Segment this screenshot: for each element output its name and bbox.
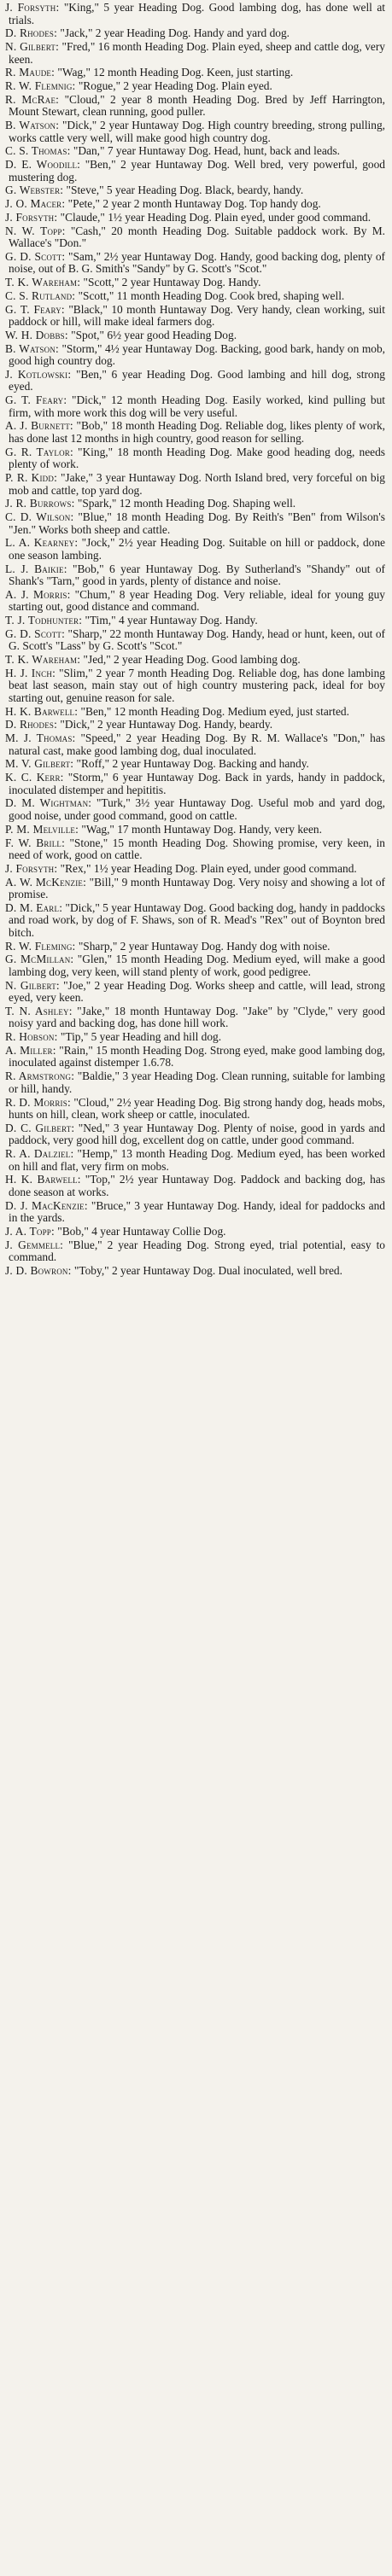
dog-description: "Baldie," 3 year Heading Dog. Clean running, suitable for lambing or hill, handy. — [9, 1069, 385, 1095]
seller-name: R. D. Morris: — [5, 1095, 71, 1109]
dog-description: "Dick," 2 year Huntaway Dog. Handy, beardy. — [60, 718, 273, 731]
listing-entry — [5, 772, 385, 796]
listing-entry — [5, 732, 385, 757]
dog-description: "Wag," 17 month Huntaway Dog. Handy, very keen. — [81, 822, 322, 836]
listing-entry — [5, 980, 385, 1005]
dog-description: "Black," 10 month Huntaway Dog. Very handy, clean working, suit paddock or hill, will make ideal farmers dog. — [9, 302, 386, 329]
dog-description: "Ben," 12 month Heading Dog. Medium eyed, just started. — [80, 704, 349, 718]
dog-description: "Fred," 16 month Heading Dog. Plain eyed, sheep and cattle dog, very keen. — [9, 40, 385, 66]
listing-entry — [5, 1122, 385, 1147]
dog-description: "Ned," 3 year Huntaway Dog. Plenty of noise, good in yards and paddock, very good hill dog, excellent dog on cattle, under good command. — [9, 1121, 385, 1147]
listing-entry — [5, 1200, 385, 1225]
seller-name: G. T. Feary: — [5, 302, 65, 316]
dog-description: "Sam," 2½ year Huntaway Dog. Handy, good backing dog, plenty of noise, out of B. G. Smith's "Sandy" by G. Scott's "Scot." — [9, 249, 385, 276]
seller-name: N. Gilbert: — [5, 978, 60, 992]
dog-description: "Tip," 5 year Heading and hill dog. — [60, 1030, 222, 1044]
dog-description: "King," 18 month Heading Dog. Make good heading dog, needs plenty of work. — [9, 445, 385, 471]
seller-name: D. Rhodes: — [5, 26, 58, 40]
listing-entry — [5, 343, 385, 368]
dog-description: "Top," 2½ year Huntaway Dog. Paddock and backing dog, has done season at works. — [9, 1173, 385, 1198]
listing-entry — [5, 225, 385, 250]
listing-entry — [5, 472, 385, 497]
seller-name: B. Watson: — [5, 119, 60, 132]
dog-description: "Pete," 2 year 2 month Huntaway Dog. Top handy dog. — [67, 197, 321, 211]
listing-entry — [5, 1097, 385, 1122]
dog-description: "Rogue," 2 year Heading Dog. Plain eyed. — [78, 79, 272, 93]
seller-name: T. N. Ashley: — [5, 1004, 73, 1017]
listing-entry — [5, 877, 385, 901]
dog-description: "Sharp," 22 month Huntaway Dog. Handy, head or hunt, keen, out of G. Scott's "Lass" by G. Scott's "Scot." — [9, 627, 385, 653]
seller-name: D. M. Earl: — [5, 900, 63, 914]
seller-name: D. C. Gilbert: — [5, 1121, 75, 1134]
dog-description: "Spot," 6½ year good Heading Dog. — [71, 328, 237, 341]
listing-entry — [5, 420, 385, 445]
seller-name: D. Rhodes: — [5, 718, 58, 731]
seller-name: J. Forsyth: — [5, 861, 58, 875]
seller-name: W. H. Dobbs: — [5, 328, 68, 341]
dog-description: "Wag," 12 month Heading Dog. Keen, just starting. — [57, 66, 294, 79]
dog-description: "Dick," 2 year Huntaway Dog. High country breeding, strong pulling, works cattle very well, will make good high country dog. — [9, 119, 386, 144]
seller-name: J. R. Burrows: — [5, 497, 75, 510]
dog-description: "Joe," 2 year Heading Dog. Works sheep and cattle, will lead, strong eyed, very keen. — [9, 978, 386, 1005]
dog-description: "Cash," 20 month Heading Dog. Suitable paddock work. By M. Wallace's "Don." — [9, 224, 385, 250]
seller-name: L. J. Baikie: — [5, 562, 67, 575]
listing-entry — [5, 27, 385, 40]
dog-description: "Scott," 2 year Huntaway Dog. Handy. — [83, 276, 261, 289]
listing-entry — [5, 1045, 385, 1069]
dog-description: "Speed," 2 year Heading Dog. By R. M. Wallace's "Don," has natural cast, make good lambing dog, dual inoculated. — [9, 731, 385, 757]
seller-name: B. Watson: — [5, 341, 59, 355]
dog-description: "Jake," 3 year Huntaway Dog. North Island bred, very forceful on big mob and cattle, top yard dog. — [9, 471, 386, 497]
listing-entry — [5, 369, 385, 393]
listing-entry — [5, 941, 385, 953]
listing-entry — [5, 119, 385, 144]
listing-entry — [5, 758, 385, 771]
seller-name: R. Maude: — [5, 66, 56, 79]
seller-name: H. K. Barwell: — [5, 1173, 81, 1186]
listing-entry — [5, 145, 385, 158]
listing-entry — [5, 837, 385, 862]
seller-name: C. S. Thomas: — [5, 144, 71, 158]
dog-description: "Jake," 18 month Huntaway Dog. "Jake" by "Clyde," very good noisy yard and backing dog, has done hill work. — [9, 1004, 385, 1030]
dog-description: "Stone," 15 month Heading Dog. Showing promise, very keen, in need of work, good on cattle. — [9, 836, 385, 862]
dog-description: "Spark," 12 month Heading Dog. Shaping well. — [77, 497, 296, 510]
dog-description: "Tim," 4 year Huntaway Dog. Handy. — [85, 614, 258, 627]
seller-name: K. C. Kerr: — [5, 771, 64, 784]
dog-description: "Toby," 2 year Huntaway Dog. Dual inoculated, well bred. — [73, 1263, 342, 1277]
listing-entry — [5, 654, 385, 667]
listing-entry — [5, 212, 385, 224]
listing-entry — [5, 251, 385, 276]
listing-entry — [5, 719, 385, 731]
dog-description: "Bob," 6 year Huntaway Dog. By Sutherland's "Shandy" out of Shank's "Tarn," good in yards, plenty of distance and noise. — [9, 562, 385, 588]
seller-name: G. D. Scott: — [5, 249, 66, 263]
dog-description: "Cloud," 2½ year Heading Dog. Big strong handy dog, heads mobs, hunts on hill, clean, work sheep or cattle, inoculated. — [9, 1095, 385, 1122]
dog-description: "Sharp," 2 year Huntaway Dog. Handy dog with noise. — [78, 939, 331, 953]
seller-name: D. E. Woodill: — [5, 158, 81, 172]
listing-entry — [5, 902, 385, 940]
dog-description: "Dick," 5 year Huntaway Dog. Good backing dog, handy in paddocks and road work, by dog of F. Shaws, son of R. Mead's "Rex" out of Boynton bred bitch. — [9, 900, 385, 939]
dog-description: "Bob," 4 year Huntaway Collie Dog. — [57, 1224, 226, 1238]
seller-name: J. Forsyth: — [5, 1, 60, 14]
listing-entry — [5, 67, 385, 79]
dog-description: "Glen," 15 month Heading Dog. Medium eyed, will make a good lambing dog, very keen, will stand plenty of work, good pedigree. — [9, 953, 385, 978]
dog-description: "Claude," 1½ year Heading Dog. Plain eyed, under good command. — [60, 210, 372, 224]
seller-name: T. K. Wareham: — [5, 653, 81, 667]
listing-entry — [5, 1226, 385, 1238]
listing-entry — [5, 824, 385, 836]
seller-name: G. T. Feary: — [5, 393, 67, 407]
listing-entry — [5, 953, 385, 978]
dog-description: "Dick," 12 month Heading Dog. Easily worked, kind pulling but firm, with more work this dog will be very useful. — [9, 393, 385, 419]
listing-entry — [5, 511, 385, 536]
dog-description: "Dan," 7 year Huntaway Dog. Head, hunt, back and leads. — [73, 144, 341, 158]
listing-entry — [5, 94, 385, 119]
listing-entry — [5, 589, 385, 614]
listing-entry — [5, 394, 385, 419]
seller-name: A. J. Morris: — [5, 587, 71, 601]
listing-entry — [5, 329, 385, 342]
seller-name: J. O. Macer: — [5, 197, 66, 211]
dog-description: "Ben," 2 year Huntaway Dog. Well bred, very powerful, good mustering dog. — [9, 158, 385, 184]
seller-name: M. J. Thomas: — [5, 731, 76, 745]
dog-description: "Jed," 2 year Heading Dog. Good lambing dog. — [83, 653, 301, 667]
seller-name: P. M. Melville: — [5, 822, 79, 836]
seller-name: C. D. Wilson: — [5, 510, 74, 524]
listing-entry — [5, 184, 385, 197]
dog-description: "Slim," 2 year 7 month Heading Dog. Reliable dog, has done lambing beat last season, main stay out of high country mustering pack, ideal for boy starting out, genuine reason for sale. — [9, 666, 385, 704]
seller-name: C. S. Rutland: — [5, 288, 76, 302]
seller-name: T. J. Todhunter: — [5, 614, 83, 627]
seller-name: A. J. Burnett: — [5, 419, 73, 433]
dog-description: "Ben," 6 year Heading Dog. Good lambing and hill dog, strong eyed. — [9, 367, 386, 393]
listing-entry — [5, 1239, 385, 1264]
seller-name: T. K. Wareham: — [5, 276, 81, 289]
seller-name: N. W. Topp: — [5, 224, 66, 237]
dog-description: "Roff," 2 year Huntaway Dog. Backing and handy. — [76, 757, 309, 771]
dog-description: "Steve," 5 year Heading Dog. Black, beardy, handy. — [66, 184, 304, 197]
dog-description: "Jock," 2½ year Heading Dog. Suitable on hill or paddock, done one season lambing. — [9, 536, 385, 562]
dog-description: "Storm," 6 year Huntaway Dog. Back in yards, handy in paddock, inoculated distemper and hepititis. — [9, 771, 385, 796]
dog-description: "Chum," 8 year Heading Dog. Very reliable, ideal for young guy starting out, good distance and command. — [9, 587, 385, 614]
listing-entry — [5, 797, 385, 822]
seller-name: J. Kotlowski: — [5, 367, 72, 381]
seller-name: H. J. Inch: — [5, 666, 56, 679]
listing-entry — [5, 41, 385, 66]
listing-entry — [5, 498, 385, 510]
seller-name: R. Armstrong: — [5, 1069, 75, 1083]
listing-entry — [5, 667, 385, 705]
dog-description: "Bruce," 3 year Huntaway Dog. Handy, ideal for paddocks and in the yards. — [9, 1198, 385, 1225]
seller-name: G. R. Taylor: — [5, 445, 73, 458]
dog-description: "King," 5 year Heading Dog. Good lambing dog, has done well at trials. — [9, 1, 385, 26]
dog-description: "Cloud," 2 year 8 month Heading Dog. Bred by Jeff Harrington, Mount Stewart, clean running, good puller. — [9, 92, 385, 119]
listing-entry — [5, 1148, 385, 1173]
dog-description: "Bob," 18 month Heading Dog. Reliable dog, likes plenty of work, has done last 12 months in high country, good reason for selling. — [9, 419, 385, 445]
listing-entry — [5, 615, 385, 627]
listing-entry — [5, 1005, 385, 1030]
seller-name: P. R. Kidd: — [5, 471, 58, 484]
seller-name: G. McMillan: — [5, 953, 74, 966]
dog-description: "Blue," 18 month Heading Dog. By Reith's "Ben" from Wilson's "Jen." Works both sheep and cattle. — [9, 510, 385, 536]
listing-entry — [5, 537, 385, 562]
listing-entry — [5, 628, 385, 653]
seller-name: J. D. Bowron: — [5, 1263, 72, 1277]
dog-description: "Bill," 9 month Huntaway Dog. Very noisy and showing a lot of promise. — [9, 875, 385, 901]
listing-entry — [5, 159, 385, 184]
listing-entry — [5, 446, 385, 471]
listing-entry — [5, 1174, 385, 1198]
dog-description: "Rain," 15 month Heading Dog. Strong eyed, make good lambing dog, inoculated against distemper 1.6.78. — [9, 1043, 385, 1069]
dog-description: "Rex," 1½ year Heading Dog. Plain eyed, under good command. — [60, 861, 357, 875]
dog-description: "Jack," 2 year Heading Dog. Handy and yard dog. — [60, 26, 290, 40]
listing-entry — [5, 563, 385, 588]
seller-name: R. McRae: — [5, 92, 60, 106]
dog-description: "Hemp," 13 month Heading Dog. Medium eyed, has been worked on hill and flat, very firm on mobs. — [9, 1147, 385, 1173]
dog-description: "Turk," 3½ year Huntaway Dog. Useful mob and yard dog, good noise, under good command, good on cattle. — [9, 796, 385, 823]
seller-name: R. W. Fleming: — [5, 939, 76, 953]
seller-name: F. W. Brill: — [5, 836, 66, 849]
listing-entry — [5, 2, 385, 26]
seller-name: R. Hobson: — [5, 1030, 58, 1044]
listing-entry — [5, 304, 385, 329]
listing-entry — [5, 198, 385, 211]
seller-name: N. Gilbert: — [5, 40, 60, 54]
seller-name: J. A. Topp: — [5, 1224, 55, 1238]
seller-name: A. Miller: — [5, 1043, 56, 1057]
listing-entry — [5, 1265, 385, 1278]
seller-name: L. A. Kearney: — [5, 536, 79, 550]
dog-description: "Storm," 4½ year Huntaway Dog. Backing, good bark, handy on mob, good high country dog. — [9, 341, 385, 368]
seller-name: G. Webster: — [5, 184, 64, 197]
seller-name: D. M. Wightman: — [5, 796, 92, 810]
seller-name: G. D. Scott: — [5, 627, 66, 640]
seller-name: H. K. Barwell: — [5, 704, 79, 718]
dog-description: "Scott," 11 month Heading Dog. Cook bred, shaping well. — [78, 288, 345, 302]
seller-name: R. W. Flemnig: — [5, 79, 76, 93]
seller-name: D. J. MacKenzie: — [5, 1198, 88, 1212]
listing-entry — [5, 290, 385, 303]
listing-entry — [5, 706, 385, 719]
listing-entry — [5, 863, 385, 876]
listing-entry — [5, 1070, 385, 1095]
seller-name: M. V. Gilbert: — [5, 757, 74, 771]
seller-name: R. A. Dalziel: — [5, 1147, 74, 1161]
seller-name: A. W. McKenzie: — [5, 875, 87, 889]
listing-entry — [5, 277, 385, 289]
seller-name: J. Forsyth: — [5, 210, 58, 224]
seller-name: J. Gemmell: — [5, 1238, 64, 1251]
listing-entry — [5, 80, 385, 93]
dog-description: "Blue," 2 year Heading Dog. Strong eyed, trial potential, easy to command. — [9, 1238, 385, 1264]
listing-entry — [5, 1031, 385, 1044]
